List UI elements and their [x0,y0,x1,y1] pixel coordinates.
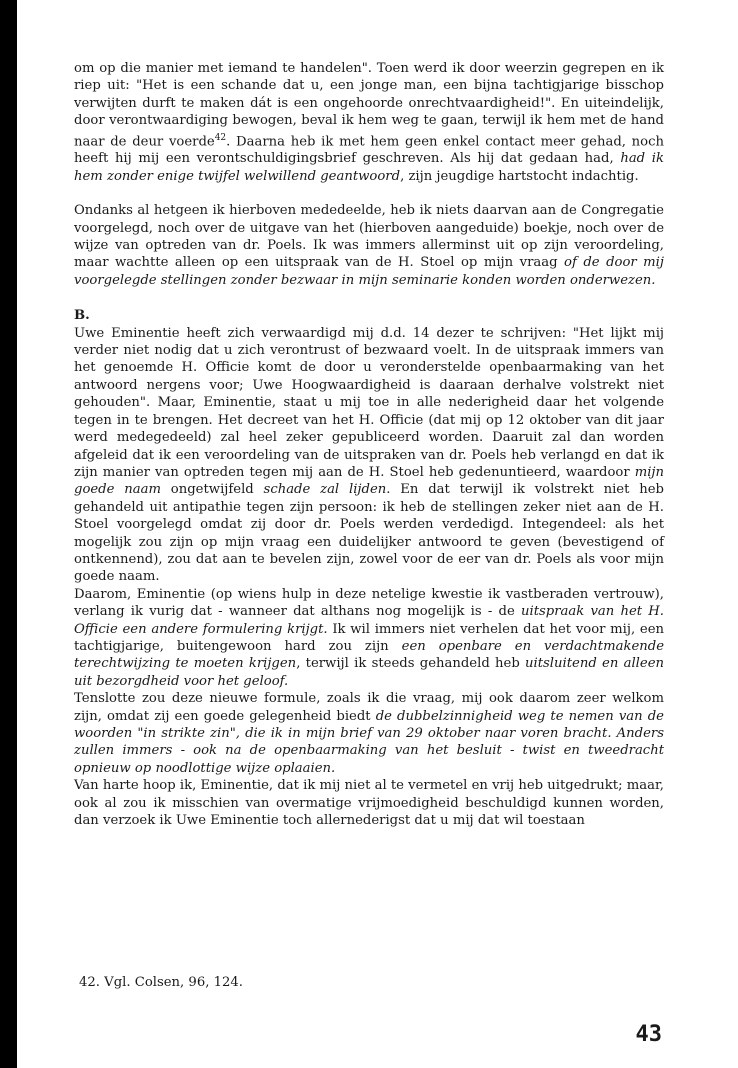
page-number: 43 [635,1022,662,1047]
scan-binding-edge [0,0,17,1068]
paragraph-1: om op die manier met iemand te handelen". Toen werd ik door weerzin gegrepen en ik riep uit: "Het is een schande dat u, een jonge man, een bijna tachtigjarige bisschop verwijten durft te maken dát is een ongehoorde onrechtvaardigheid!". En uiteindelijk, door verontwaardiging bewogen, beval ik hem weg te gaan, terwijl ik hem met de hand naar de deur voerde$^{42}$. Daarna heb ik met hem geen enkel contact meer gehad, noch heeft hij mij een verontschuldigingsbrief geschreven. Als hij dat gedaan had, had ik hem zonder enige twijfel welwillend geantwoord, zijn jeugdige hartstocht indachtig. [74,61,664,184]
section-heading: B. [74,308,90,324]
paragraph-2: Ondanks al hetgeen ik hierboven mededeelde, heb ik niets daarvan aan de Congregatie voorgelegd, noch over de uitgave van het (hierboven aangeduide) boekje, noch over de wijze van optreden van dr. Poels. Ik was immers allerminst uit op zijn veroordeling, maar wachtte alleen op een uitspraak van de H. Stoel op mijn vraag of de door mij voorgelegde stellingen zonder bezwaar in mijn seminarie konden worden onderwezen. [74,203,664,288]
paragraph-3: Uwe Eminentie heeft zich verwaardigd mij d.d. 14 dezer te schrijven: "Het lijkt mij verder niet nodig dat u zich verontrust of bezwaard voelt. In de uitspraak immers van het genoemde H. Officie komt de door u veronderstelde openbaarmaking van het antwoord nergens voor; Uwe Hoogwaardigheid is daaraan derhalve volstrekt niet gehouden". Maar, Eminentie, staat u mij toe in alle nederigheid daar het volgende tegen in te brengen. Het decreet van het H. Officie (dat mij op 12 oktober van dit jaar werd medegedeeld) zal heel zeker gepubliceerd worden. Daaruit zal dan worden afgeleid dat ik een veroordeling van de uitspraken van dr. Poels heb verlangd en dat ik zijn manier van optreden tegen mij aan de H. Stoel heb gedenuntieerd, waardoor mijn goede naam ongetwijfeld schade zal lijden. En dat terwijl ik volstrekt niet heb gehandeld uit antipathie tegen zijn persoon: ik heb de stellingen zeker niet aan de H. Stoel voorgelegd omdat zij door dr. Poels werden verdedigd. Integendeel: als het mogelijk zou zijn op mijn vraag een duidelijker antwoord te geven (bevestigend of ontkennend), zou dat aan te bevelen zijn, zowel voor de eer van dr. Poels als voor mijn goede naam. [74,325,664,585]
body-text [74,60,664,829]
paragraph-6: Van harte hoop ik, Eminentie, dat ik mij niet al te vermetel en vrij heb uitgedrukt; maar, ook al zou ik misschien van overmatige vrijmoedigheid beschuldigd kunnen worden, dan verzoek ik Uwe Eminentie toch allernederigst dat u mij dat wil toestaan [74,778,664,829]
paragraph-4: Daarom, Eminentie (op wiens hulp in deze netelige kwestie ik vastberaden vertrouw), verlang ik vurig dat - wanneer dat althans nog mogelijk is - de uitspraak van het H. Officie een andere formulering krijgt. Ik wil immers niet verhelen dat het voor mij, een tachtigjarige, buitengewoon hard zou zijn een openbare en verdachtmakende terechtwijzing te moeten krijgen, terwijl ik steeds gehandeld heb uitsluitend en alleen uit bezorgdheid voor het geloof. [74,586,665,689]
footnote: 42. Vgl. Colsen, 96, 124. [79,975,243,990]
footnote-ref: 42 [214,132,227,143]
paragraph-5: Tenslotte zou deze nieuwe formule, zoals ik die vraag, mij ook daarom zeer welkom zijn, omdat zij een goede gelegenheid biedt de dubbelzinnigheid weg te nemen van de woorden "in strikte zin", die ik in mijn brief van 29 oktober naar voren bracht. Anders zullen immers - ook na de openbaarmaking van het besluit - twist en tweedracht opnieuw op noodlottige wijze oplaaien. [74,691,664,776]
